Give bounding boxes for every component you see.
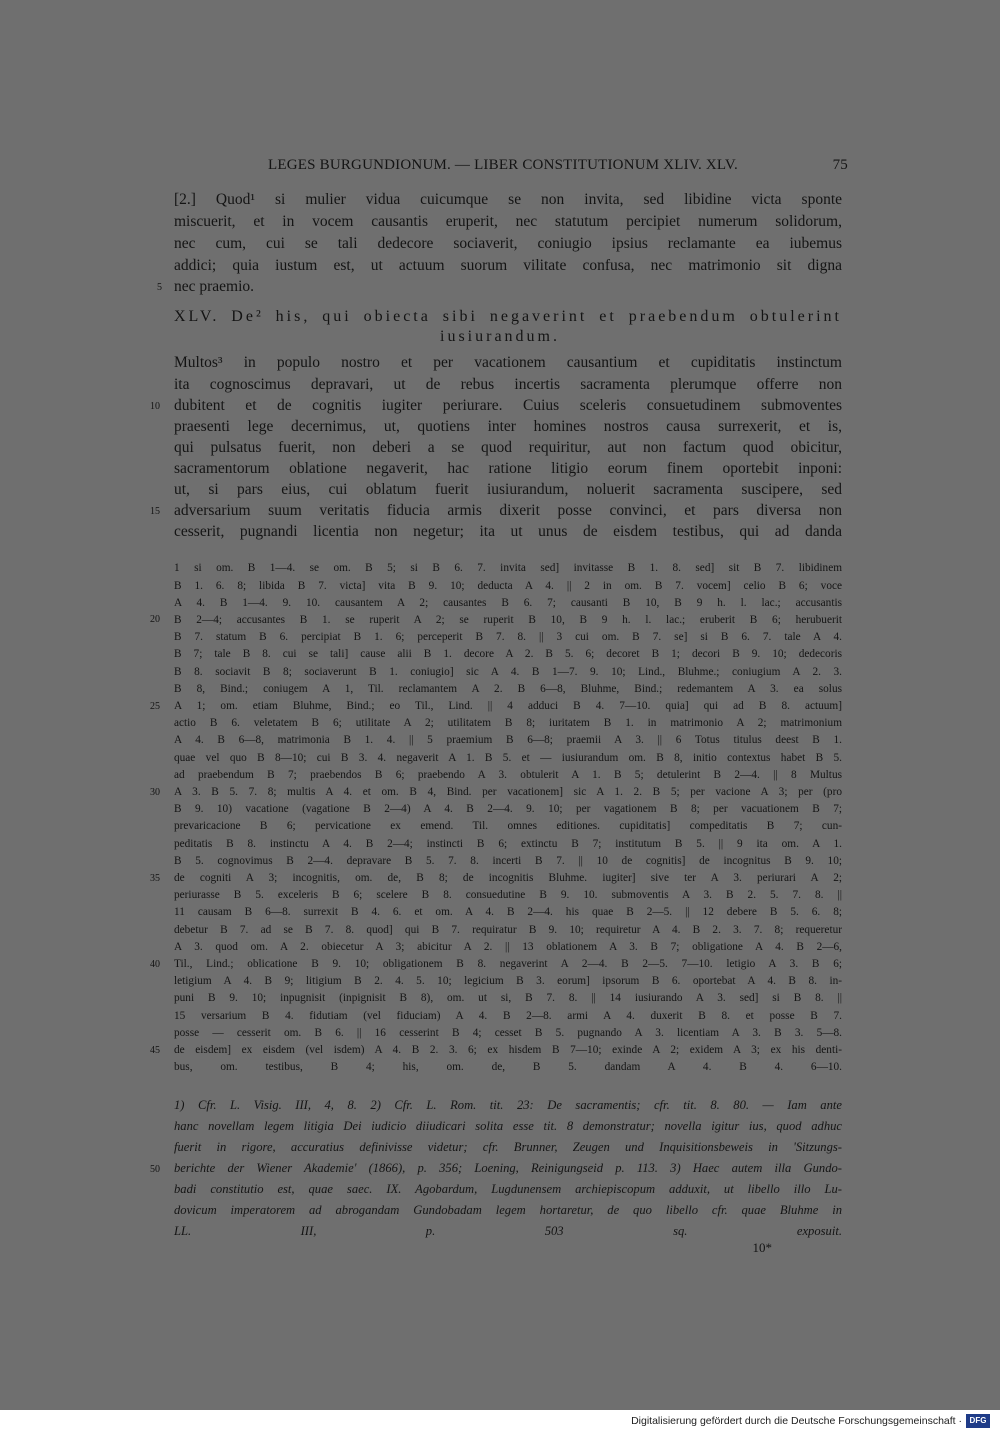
apparatus-line: prevaricacione B 6; pervicatione ex emend. Til. omnes editiones. cupiditatis] compeditatis B 7; cun- [174,820,842,832]
footnote-line: 1) Cfr. L. Visig. III, 4, 8. 2) Cfr. L. Rom. tit. 23: De sacramentis; cfr. tit. 8. 80. — Iam ante [174,1098,842,1112]
apparatus-line: de cogniti A 3; incognitis, om. de, B 8; de incognitis Bluhme. iugiter] sive ter A 3. periurari A 2; [174,872,842,884]
body-line: addici; quia iustum est, ut actuum suorum vilitate confusa, nec matrimonio sit digna [174,257,842,274]
line-number: 40 [150,959,160,970]
apparatus-line: B 7. statum B 6. percipiat B 1. 6; perceperit B 7. 8. || 3 cui om. B 7. se] si B 6. 7. tale A 4. [174,631,842,643]
apparatus-line: ad praebendum B 7; praebendos B 6; praebendo A 3. obtulerit A 1. B 5; detulerint B 2—4. || 8 Multus [174,769,842,781]
apparatus-line: puni B 9. 10; inpugnisit (inpignisit B 8), om. ut si, B 7. 8. || 14 iusiurando A 3. sed] si B 8. || [174,992,842,1004]
apparatus-line: 1 si om. B 1—4. se om. B 5; si B 6. 7. invita sed] invitasse B 1. 8. sed] sit B 7. libidinem [174,562,842,574]
section-heading-continued: iusiurandum. [440,328,560,345]
body-line: adversarium suum veritatis fiducia armis dixerit posse convinci, et pars diversa non [174,502,842,519]
apparatus-line: bus, om. testibus, B 4; his, om. de, B 5. dandam A 4. B 4. 6—10. [174,1061,842,1073]
line-number: 15 [150,506,160,517]
apparatus-line: quae vel quo B 8—10; cui B 3. 4. negaverit A 1. B 5. et — iusiurandum om. B 8, initio contextus habet B 5. [174,752,842,764]
footnote-line: badi constitutio est, quae saec. IX. Agobardum, Lugdunensem archiepiscopum adduxit, ut libello illo Lu- [174,1182,842,1196]
body-line: qui pulsatus fuerit, non deberi a se quod requiritur, aut non factum quod obicitur, [174,439,842,456]
footnote-line: dovicum imperatorem ad abrogandam Gundobadam legem hortaretur, de quo libello cfr. quae Bluhme in [174,1203,842,1217]
apparatus-line: A 3. quod om. A 2. obiecetur A 3; abicitur A 2. || 13 oblationem A 3. B 7; obligatione A 4. B 2—6, [174,941,842,953]
footnote-line: LL. III, p. 503 sq. exposuit. [174,1224,842,1238]
body-line: nec praemio. [174,278,255,295]
apparatus-line: peditatis B 8. instinctu A 4. B 2—4; instincti B 6; extinctu B 7; institutum B 5. || 9 ita om. A 1. [174,838,842,850]
line-number: 30 [150,787,160,798]
body-line: praesenti lege decernimus, ut, quotiens inter homines nostros causa surrexerit, et is, [174,418,842,435]
apparatus-line: A 1; om. etiam Bluhme, Bind.; eo Til., Lind. || 4 adduci B 4. 7—10. quia] qui ad B 8. actuum] [174,700,842,712]
apparatus-line: A 4. B 1—4. 9. 10. causantem A 2; causantes B 6. 7; causanti B 10, B 9 h. l. lac.; accusantis [174,597,842,609]
running-header [268,157,848,174]
apparatus-line: actio B 6. veletatem B 6; utilitate A 2; utilitatem B 8; iuritatem B 1. in matrimonio A 2; matrimonium [174,717,842,729]
line-number: 20 [150,614,160,625]
apparatus-line: B 8. sociavit B 8; sociaverunt B 1. coniugio] sic A 4. B 1—7. 9. 10; Lind., Bluhme.; coniugium A 2. 3. [174,666,842,678]
body-line: sacramentorum oblatione negaverit, hac ratione litigio eorum finem oportebit inponi: [174,460,842,477]
digitization-footer [0,1410,1000,1434]
apparatus-line: B 1. 6. 8; libida B 7. victa] vita B 9. 10; deducta A 4. || 2 in om. B 7. vocem] celio B 6; voce [174,580,842,592]
dfg-logo[interactable]: DFG [966,1414,990,1428]
footnote-line: berichte der Wiener Akademie' (1866), p. 356; Loening, Reinigungseid p. 113. 3) Haec autem illa Gundo- [174,1161,842,1175]
line-number: 10 [150,401,160,412]
apparatus-line: B 5. cognovimus B 2—4. depravare B 5. 7. 8. incerti B 7. || 10 de cognitis] de incognitus B 9. 10; [174,855,842,867]
body-line: miscuerit, et in vocem causantis eruperit, nec statutum percipiet numerum solidorum, [174,213,842,230]
signature-mark: 10* [752,1240,772,1255]
apparatus-line: debetur B 7. ad se B 7. 8. quod] qui B 7. requiratur B 9. 10; requiretur A 4. B 2. 3. 7. 8; requeretur [174,924,842,936]
footnote-line: hanc novellam legem litigia Dei iudicio diiudicari solita esse tit. 8 demonstratur; novella igitur ius, quod adhuc [174,1119,842,1133]
body-line: ut, si pars eius, cui oblatum fuerit iusiurandum, noluerit sacramenta suscipere, sed [174,481,842,498]
apparatus-line: B 8, Bind.; coniugem A 1, Til. reclamantem A 2. B 6—8, Bluhme, Bind.; redemantem A 3. ea solus [174,683,842,695]
line-number: 45 [150,1045,160,1056]
body-line: nec cum, cui se tali dedecore sociaverit, coniugio ipsius reclamante ea iubemus [174,235,842,252]
apparatus-line: B 2—4; accusantes B 1. se ruperit A 2; se ruperit B 10, B 9 h. l. lac.; eruberit B 6; herubuerit [174,614,842,626]
body-line: dubitent et de cognitis iugiter periurare. Cuius sceleris consuetudinem submoventes [174,397,842,414]
apparatus-line: B 9. 10) vacatione (vagatione B 2—4) A 4. B 2—4. 9. 10; per vagationem B 8; per vacuationem B 7; [174,803,842,815]
line-number: 5 [157,282,162,293]
page-number: 75 [832,157,848,173]
footnote-line: fuerit in rigore, accuratius definivisse videtur; cfr. Brunner, Zeugen und Inquisitionsbeweis in 'Sitzungs- [174,1140,842,1154]
apparatus-line: periurasse B 5. exceleris B 6; scelere B 8. consuedutine B 9. 10. submoventis A 3. B 2. 5. 7. 8. || [174,889,842,901]
line-number: 50 [150,1164,160,1175]
apparatus-line: Til., Lind.; oblicatione B 9. 10; obligationem B 8. negaverint A 2—4. B 2—5. 7—10. letigio A 3. B 6; [174,958,842,970]
line-number: 25 [150,701,160,712]
apparatus-line: 11 causam B 6—8. surrexit B 4. 6. et om. A 4. B 2—4. his quae B 2—5. || 12 debere B 5. 6. 8; [174,906,842,918]
apparatus-line: letigium A 4. B 9; litigium B 2. 4. 5. 10; legicium B 3. eorum] ipsorum B 6. oportebat A 4. B 8. in- [174,975,842,987]
body-line: [2.] Quod¹ si mulier vidua cuicumque se non invita, sed libidine victa sponte [174,191,842,208]
apparatus-line: A 3. B 5. 7. 8; multis A 4. et om. B 4, Bind. per vacationem] sic A 1. 2. B 5; per vacione A 3; per (pro [174,786,842,798]
funding-credit: Digitalisierung gefördert durch die Deutsche Forschungsgemeinschaft · [631,1415,962,1427]
body-line: ita cognoscimus depravari, ut de rebus incertis sacramenta plerumque offerre non [174,376,842,393]
running-title: LEGES BURGUNDIONUM. — LIBER CONSTITUTIONUM XLIV. XLV. [268,157,738,173]
apparatus-line: posse — cesserit om. B 6. || 16 cesserint B 4; cesset B 5. pugnando A 3. licentiam A 3. B 3. 5—8. [174,1027,842,1039]
section-heading: XLV. De² his, qui obiecta sibi negaverint et praebendum obtulerint [174,308,842,325]
apparatus-line: B 7; tale B 8. cui se tali] cause alii B 1. decore A 2. B 5. 6; decoret B 1; decori B 9. 10; dedecoris [174,648,842,660]
apparatus-line: de eisdem] ex eisdem (vel isdem) A 4. B 2. 3. 6; ex hisdem B 7—10; exinde A 2; exidem A 3; ex his denti- [174,1044,842,1056]
body-line: cesserit, pugnandi licentia non negetur; ita ut unus de eisdem testibus, qui ad danda [174,523,842,540]
apparatus-line: A 4. B 6—8, matrimonia B 1. 4. || 5 praemium B 6—8; praemii A 3. || 6 Totus titulus deest B 1. [174,734,842,746]
body-line: Multos³ in populo nostro et per vacationem causantium et cupiditatis instinctum [174,354,842,371]
line-number: 35 [150,873,160,884]
apparatus-line: 15 versarium B 4. fidutiam (vel fiduciam) A 4. B 2—8. armi A 4. duxerit B 8. et posse B 7. [174,1010,842,1022]
